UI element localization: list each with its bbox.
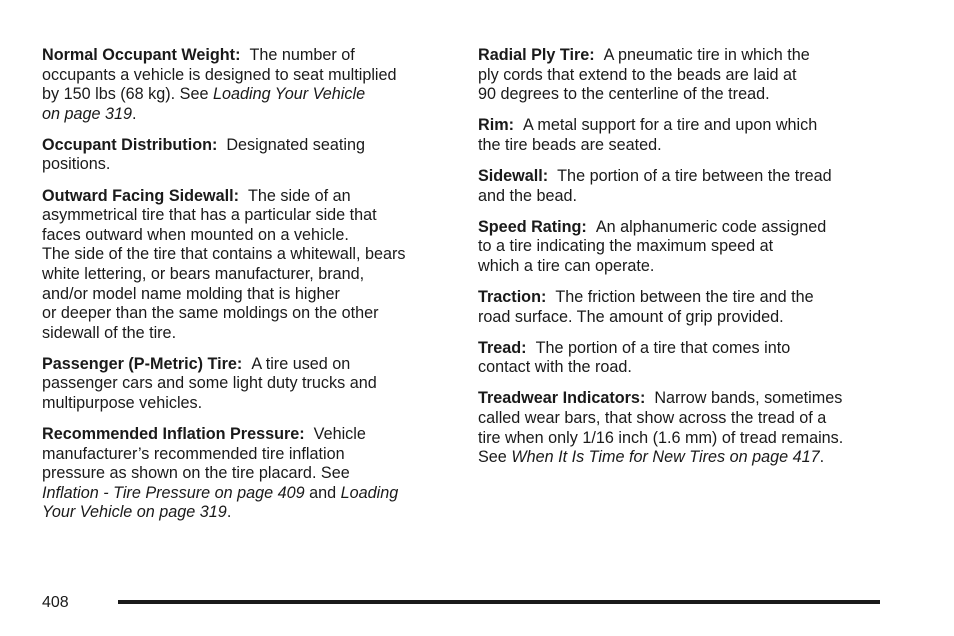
glossary-term: Outward Facing Sidewall: xyxy=(42,186,239,205)
entry-line xyxy=(478,288,898,308)
entry-line xyxy=(42,105,452,125)
punctuation: . xyxy=(226,503,232,522)
glossary-entry-treadwear-indicators xyxy=(478,389,898,467)
punctuation: . xyxy=(132,104,137,123)
definition-text: or deeper than the same moldings on the other xyxy=(42,304,379,323)
page-reference: Your Vehicle on page 319 xyxy=(42,503,227,522)
definition-text: Narrow bands, sometimes xyxy=(654,389,843,408)
glossary-term: Normal Occupant Weight: xyxy=(42,46,241,64)
glossary-term: Speed Rating: xyxy=(478,217,587,236)
page-reference: on page 319 xyxy=(42,104,133,123)
definition-text: An alphanumeric code assigned xyxy=(595,217,827,236)
definition-text: faces outward when mounted on a vehicle. xyxy=(42,225,349,244)
entry-line xyxy=(42,187,452,207)
definition-text: positions. xyxy=(42,155,111,174)
definition-text: to a tire indicating the maximum speed at xyxy=(478,237,774,256)
glossary-term: Sidewall: xyxy=(478,166,549,185)
definition-text: A tire used on xyxy=(251,354,351,373)
definition-text: ply cords that extend to the beads are laid at xyxy=(478,65,797,84)
definition-text: pressure as shown on the tire placard. See xyxy=(42,464,350,483)
definition-text: passenger cars and some light duty trucks and xyxy=(42,374,377,393)
definition-text: A metal support for a tire and upon which xyxy=(522,116,818,135)
entry-line xyxy=(42,503,452,523)
entry-line xyxy=(478,448,898,468)
definition-text: The side of an xyxy=(247,186,351,205)
entry-line xyxy=(42,355,452,375)
page-reference: When It Is Time for New Tires on page 417 xyxy=(511,448,820,467)
entry-line xyxy=(478,389,898,409)
entry-line xyxy=(478,46,898,66)
entry-line xyxy=(478,167,898,187)
definition-text: and the bead. xyxy=(478,186,578,205)
glossary-entry-traction xyxy=(478,288,898,327)
definition-text: contact with the road. xyxy=(478,358,632,377)
definition-text: tire when only 1/16 inch (1.6 mm) of tread remains. xyxy=(478,428,844,447)
entry-line xyxy=(42,484,452,504)
footer-rule xyxy=(118,600,880,604)
definition-text: The side of the tire that contains a whitewall, bears xyxy=(42,245,406,264)
glossary-entry-recommended-inflation-pressure xyxy=(42,425,452,523)
definition-text: The portion of a tire between the tread xyxy=(557,166,832,185)
glossary-term: Traction: xyxy=(478,287,547,306)
entry-line xyxy=(478,339,898,359)
glossary-term: Recommended Inflation Pressure: xyxy=(42,425,305,444)
definition-text: The number of xyxy=(249,46,355,64)
entry-line xyxy=(478,218,898,238)
definition-text: the tire beads are seated. xyxy=(478,135,662,154)
glossary-entry-sidewall xyxy=(478,167,898,206)
glossary-entry-speed-rating xyxy=(478,218,898,277)
page-reference: Loading Your Vehicle xyxy=(212,85,366,104)
connector-text: and xyxy=(304,483,341,502)
right-column xyxy=(478,46,898,479)
glossary-term: Treadwear Indicators: xyxy=(478,389,646,408)
definition-text: A pneumatic tire in which the xyxy=(603,46,810,64)
glossary-term: Tread: xyxy=(478,338,527,357)
entry-line xyxy=(42,46,452,66)
glossary-entry-rim xyxy=(478,116,898,155)
entry-line xyxy=(42,136,452,156)
left-column xyxy=(42,46,452,535)
glossary-term: Occupant Distribution: xyxy=(42,135,218,154)
definition-text: multipurpose vehicles. xyxy=(42,394,203,412)
punctuation: . xyxy=(819,448,825,467)
definition-text: by 150 lbs (68 kg). See xyxy=(42,85,213,104)
entry-line xyxy=(42,85,452,105)
glossary-entry-outward-facing-sidewall xyxy=(42,187,452,344)
definition-text: manufacturer’s recommended tire inflation xyxy=(42,444,345,463)
definition-text: The friction between the tire and the xyxy=(555,287,814,306)
definition-text: and/or model name molding that is higher xyxy=(42,284,340,303)
definition-text: Designated seating xyxy=(226,135,365,154)
definition-text: road surface. The amount of grip provided. xyxy=(478,307,784,326)
glossary-entry-normal-occupant-weight xyxy=(42,46,452,124)
definition-text: 90 degrees to the centerline of the tread. xyxy=(478,85,770,104)
page-reference: Loading xyxy=(340,483,399,502)
glossary-entry-radial-ply-tire xyxy=(478,46,898,105)
glossary-entry-occupant-distribution xyxy=(42,136,452,175)
definition-text: which a tire can operate. xyxy=(478,256,655,275)
page-reference: Inflation - Tire Pressure on page 409 xyxy=(42,483,305,502)
glossary-term: Passenger (P-Metric) Tire: xyxy=(42,354,243,373)
glossary-term: Radial Ply Tire: xyxy=(478,46,595,64)
definition-text: asymmetrical tire that has a particular side that xyxy=(42,206,377,225)
definition-text: sidewall of the tire. xyxy=(42,323,177,342)
glossary-term: Rim: xyxy=(478,116,514,135)
definition-text: called wear bars, that show across the tread of a xyxy=(478,408,827,427)
page-number: 408 xyxy=(42,594,69,611)
entry-line xyxy=(42,425,452,445)
definition-text: Vehicle xyxy=(313,425,366,444)
glossary-entry-tread xyxy=(478,339,898,378)
entry-line xyxy=(478,116,898,136)
definition-text: The portion of a tire that comes into xyxy=(535,338,791,357)
glossary-entry-passenger-tire xyxy=(42,355,452,414)
definition-text: white lettering, or bears manufacturer, brand, xyxy=(42,264,365,283)
definition-text: occupants a vehicle is designed to seat multiplied xyxy=(42,65,397,84)
definition-text: See xyxy=(478,448,512,467)
